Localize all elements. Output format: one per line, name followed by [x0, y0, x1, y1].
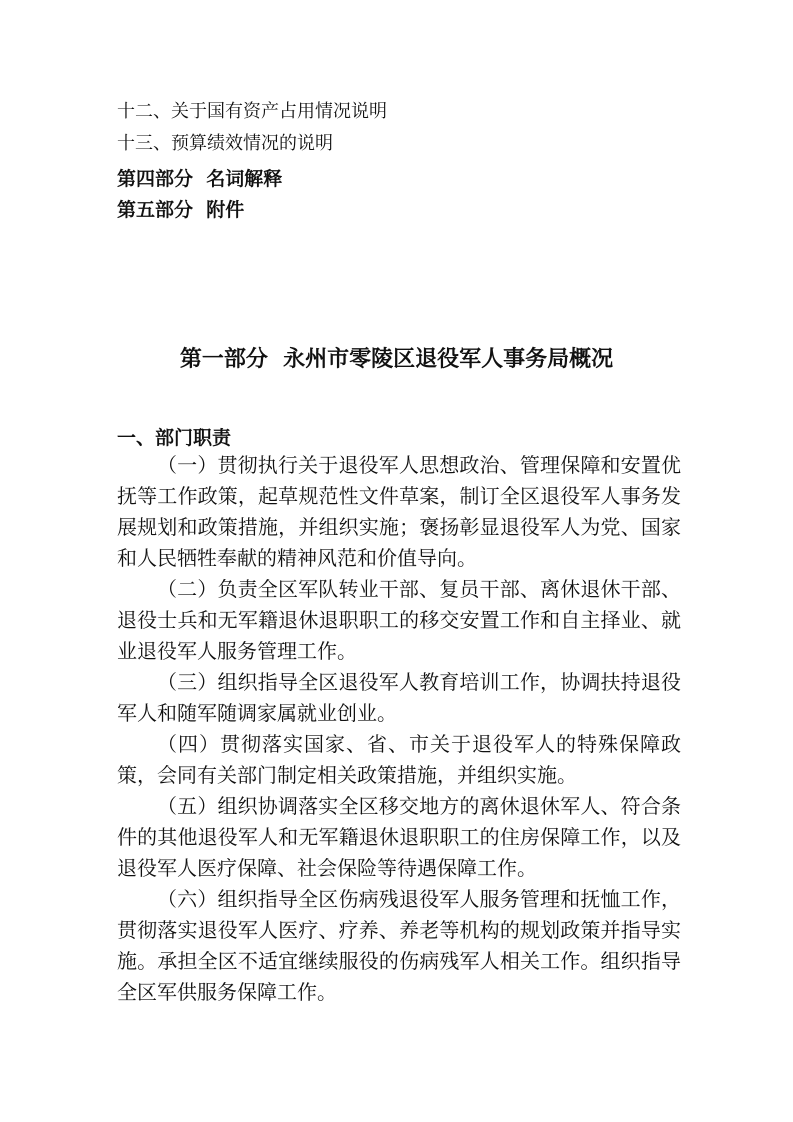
paragraph: （五）组织协调落实全区移交地方的离休退休军人、符合条件的其他退役军人和无军籍退休退职职工的住房保障工作，以及退役军人医疗保障、社会保险等待遇保障工作。 — [117, 794, 681, 880]
section-body — [117, 450, 681, 1008]
toc-item-12: 十二、关于国有资产占用情况说明 — [117, 101, 387, 122]
paragraph: （四）贯彻落实国家、省、市关于退役军人的特殊保障政策，会同有关部门制定相关政策措施，并组织实施。 — [117, 732, 681, 787]
paragraph: （三）组织指导全区退役军人教育培训工作，协调扶持退役军人和随军随调家属就业创业。 — [117, 670, 681, 725]
toc-part-5: 第五部分 附件 — [117, 199, 245, 221]
paragraph: （二）负责全区军队转业干部、复员干部、离休退休干部、退役士兵和无军籍退休退职职工的移交安置工作和自主择业、就业退役军人服务管理工作。 — [117, 577, 681, 663]
section-heading: 一、部门职责 — [117, 427, 232, 449]
paragraph: （六）组织指导全区伤病残退役军人服务管理和抚恤工作，贯彻落实退役军人医疗、疗养、养老等机构的规划政策并指导实施。承担全区不适宜继续服役的伤病残军人相关工作。组织指导全区军供服务保障工作。 — [117, 887, 681, 1004]
page-title: 第一部分 永州市零陵区退役军人事务局概况 — [179, 347, 614, 372]
toc-part-4: 第四部分 名词解释 — [117, 168, 283, 190]
toc-item-13: 十三、预算绩效情况的说明 — [117, 133, 333, 154]
paragraph: （一）贯彻执行关于退役军人思想政治、管理保障和安置优抚等工作政策，起草规范性文件草案，制订全区退役军人事务发展规划和政策措施，并组织实施；褒扬彰显退役军人为党、国家和人民牺牲奉献的精神风范和价值导向。 — [117, 453, 681, 570]
